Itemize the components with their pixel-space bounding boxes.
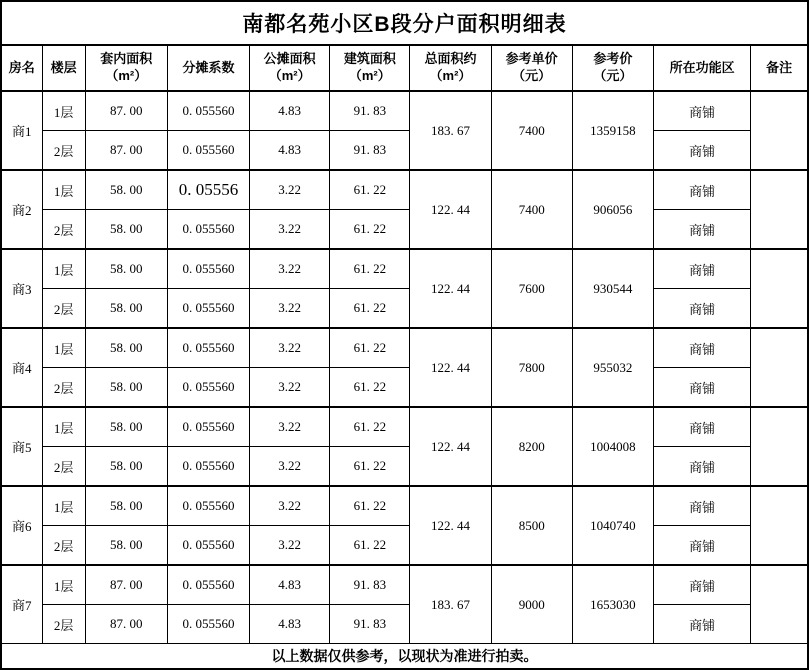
cell-inner-area: 58. 00 (85, 368, 167, 408)
cell-floor: 2层 (42, 210, 85, 250)
cell-inner-area: 87. 00 (85, 605, 167, 644)
cell-unit-price: 9000 (491, 565, 572, 644)
cell-coefficient: 0. 055560 (167, 407, 249, 447)
table-body (1, 91, 808, 644)
col-header-unit: （元） (593, 68, 633, 83)
cell-shared-area: 3.22 (250, 210, 330, 250)
cell-zone: 商铺 (653, 131, 750, 171)
table-row (1, 91, 808, 131)
cell-floor: 1层 (42, 486, 85, 526)
cell-room-name: 商7 (1, 565, 42, 644)
cell-total-area: 122. 44 (410, 249, 491, 328)
col-header-label: 参考单价 (505, 51, 558, 67)
cell-remark (751, 328, 808, 407)
cell-coefficient: 0. 055560 (167, 289, 249, 329)
col-header-label: 公摊面积 (263, 51, 316, 67)
cell-unit-price: 7600 (491, 249, 572, 328)
col-header-inner-area (85, 45, 167, 91)
col-header-coefficient (167, 45, 249, 91)
cell-inner-area: 58. 00 (85, 447, 167, 487)
col-header-zone (653, 45, 750, 91)
cell-ref-price: 906056 (572, 170, 653, 249)
cell-coefficient: 0. 055560 (167, 131, 249, 171)
table-row (1, 249, 808, 289)
cell-inner-area: 87. 00 (85, 91, 167, 131)
cell-zone: 商铺 (653, 91, 750, 131)
header-row (1, 45, 808, 91)
cell-inner-area: 58. 00 (85, 526, 167, 566)
table-row (1, 368, 808, 408)
title-row (1, 1, 808, 45)
col-header-label: 所在功能区 (669, 59, 735, 75)
cell-room-name: 商2 (1, 170, 42, 249)
cell-remark (751, 91, 808, 170)
table-row (1, 170, 808, 210)
cell-ref-price: 1653030 (572, 565, 653, 644)
cell-remark (751, 249, 808, 328)
cell-shared-area: 3.22 (250, 170, 330, 210)
table-row (1, 447, 808, 487)
cell-zone: 商铺 (653, 249, 750, 289)
cell-coefficient: 0. 055560 (167, 526, 249, 566)
cell-zone: 商铺 (653, 447, 750, 487)
cell-floor: 2层 (42, 368, 85, 408)
cell-remark (751, 170, 808, 249)
cell-room-name: 商6 (1, 486, 42, 565)
cell-floor: 1层 (42, 407, 85, 447)
cell-shared-area: 3.22 (250, 249, 330, 289)
col-header-build-area (330, 45, 410, 91)
cell-remark (751, 407, 808, 486)
col-header-label: 分摊系数 (182, 59, 235, 75)
table-row (1, 565, 808, 605)
cell-inner-area: 87. 00 (85, 131, 167, 171)
table-row (1, 526, 808, 566)
table-row (1, 328, 808, 368)
cell-floor: 2层 (42, 447, 85, 487)
cell-total-area: 183. 67 (410, 91, 491, 170)
col-header-unit-price (491, 45, 572, 91)
col-header-remark (751, 45, 808, 91)
cell-unit-price: 8500 (491, 486, 572, 565)
table-row (1, 486, 808, 526)
col-header-room (1, 45, 42, 91)
cell-unit-price: 7800 (491, 328, 572, 407)
cell-ref-price: 1040740 (572, 486, 653, 565)
cell-zone: 商铺 (653, 526, 750, 566)
cell-remark (751, 486, 808, 565)
cell-inner-area: 58. 00 (85, 486, 167, 526)
col-header-label: 房名 (8, 59, 35, 75)
cell-coefficient: 0. 055560 (167, 565, 249, 605)
col-header-shared-area (250, 45, 330, 91)
col-header-ref-price (572, 45, 653, 91)
cell-ref-price: 1359158 (572, 91, 653, 170)
cell-room-name: 商3 (1, 249, 42, 328)
cell-floor: 2层 (42, 289, 85, 329)
cell-build-area: 91. 83 (330, 565, 410, 605)
cell-room-name: 商5 (1, 407, 42, 486)
cell-zone: 商铺 (653, 289, 750, 329)
cell-ref-price: 1004008 (572, 407, 653, 486)
cell-room-name: 商1 (1, 91, 42, 170)
cell-zone: 商铺 (653, 486, 750, 526)
table-row (1, 407, 808, 447)
cell-build-area: 61. 22 (330, 249, 410, 289)
cell-floor: 1层 (42, 91, 85, 131)
cell-coefficient: 0. 055560 (167, 486, 249, 526)
col-header-unit: （m²） (268, 68, 311, 83)
cell-coefficient: 0. 055560 (167, 447, 249, 487)
cell-inner-area: 58. 00 (85, 407, 167, 447)
cell-floor: 1层 (42, 170, 85, 210)
cell-zone: 商铺 (653, 210, 750, 250)
cell-zone: 商铺 (653, 368, 750, 408)
cell-total-area: 122. 44 (410, 328, 491, 407)
cell-inner-area: 87. 00 (85, 565, 167, 605)
cell-total-area: 122. 44 (410, 407, 491, 486)
cell-zone: 商铺 (653, 565, 750, 605)
cell-zone: 商铺 (653, 407, 750, 447)
cell-build-area: 61. 22 (330, 526, 410, 566)
col-header-unit: （m²） (105, 68, 148, 83)
cell-inner-area: 58. 00 (85, 170, 167, 210)
cell-floor: 1层 (42, 249, 85, 289)
cell-shared-area: 4.83 (250, 605, 330, 644)
cell-coefficient: 0. 055560 (167, 91, 249, 131)
col-header-label: 套内面积 (100, 51, 153, 67)
cell-remark (751, 565, 808, 644)
footer-note: 以上数据仅供参考，以现状为准进行拍卖。 (1, 644, 808, 670)
cell-zone: 商铺 (653, 605, 750, 644)
cell-shared-area: 3.22 (250, 486, 330, 526)
cell-shared-area: 4.83 (250, 91, 330, 131)
cell-inner-area: 58. 00 (85, 328, 167, 368)
cell-build-area: 91. 83 (330, 91, 410, 131)
table-row (1, 289, 808, 329)
table-row (1, 210, 808, 250)
cell-build-area: 91. 83 (330, 131, 410, 171)
cell-floor: 2层 (42, 131, 85, 171)
cell-shared-area: 4.83 (250, 565, 330, 605)
cell-floor: 2层 (42, 605, 85, 644)
col-header-unit: （元） (512, 68, 552, 83)
cell-room-name: 商4 (1, 328, 42, 407)
footer-row (1, 644, 808, 670)
table-row (1, 605, 808, 644)
cell-shared-area: 3.22 (250, 289, 330, 329)
cell-ref-price: 955032 (572, 328, 653, 407)
cell-coefficient: 0. 055560 (167, 605, 249, 644)
cell-coefficient: 0. 055560 (167, 328, 249, 368)
col-header-unit: （m²） (429, 68, 472, 83)
col-header-floor (42, 45, 85, 91)
col-header-label: 楼层 (50, 59, 77, 75)
cell-unit-price: 7400 (491, 170, 572, 249)
cell-total-area: 183. 67 (410, 565, 491, 644)
cell-shared-area: 3.22 (250, 407, 330, 447)
cell-zone: 商铺 (653, 328, 750, 368)
cell-floor: 1层 (42, 565, 85, 605)
cell-build-area: 61. 22 (330, 407, 410, 447)
cell-build-area: 61. 22 (330, 289, 410, 329)
col-header-unit: （m²） (348, 68, 391, 83)
cell-inner-area: 58. 00 (85, 249, 167, 289)
cell-total-area: 122. 44 (410, 486, 491, 565)
cell-shared-area: 3.22 (250, 328, 330, 368)
cell-shared-area: 3.22 (250, 368, 330, 408)
col-header-label: 建筑面积 (343, 51, 396, 67)
cell-unit-price: 8200 (491, 407, 572, 486)
cell-floor: 2层 (42, 526, 85, 566)
cell-floor: 1层 (42, 328, 85, 368)
cell-coefficient: 0. 05556 (167, 170, 249, 210)
page-title: 南都名苑小区B段分户面积明细表 (1, 1, 808, 45)
cell-zone: 商铺 (653, 170, 750, 210)
col-header-label: 总面积约 (424, 51, 477, 67)
col-header-label: 参考价 (593, 51, 633, 67)
cell-total-area: 122. 44 (410, 170, 491, 249)
cell-build-area: 61. 22 (330, 447, 410, 487)
cell-build-area: 91. 83 (330, 605, 410, 644)
cell-unit-price: 7400 (491, 91, 572, 170)
cell-shared-area: 3.22 (250, 447, 330, 487)
cell-build-area: 61. 22 (330, 486, 410, 526)
cell-inner-area: 58. 00 (85, 289, 167, 329)
table-row (1, 131, 808, 171)
cell-build-area: 61. 22 (330, 170, 410, 210)
cell-coefficient: 0. 055560 (167, 368, 249, 408)
cell-shared-area: 4.83 (250, 131, 330, 171)
cell-build-area: 61. 22 (330, 368, 410, 408)
cell-build-area: 61. 22 (330, 210, 410, 250)
col-header-total-area (410, 45, 491, 91)
cell-ref-price: 930544 (572, 249, 653, 328)
cell-coefficient: 0. 055560 (167, 249, 249, 289)
cell-coefficient: 0. 055560 (167, 210, 249, 250)
cell-shared-area: 3.22 (250, 526, 330, 566)
cell-build-area: 61. 22 (330, 328, 410, 368)
cell-inner-area: 58. 00 (85, 210, 167, 250)
col-header-label: 备注 (766, 59, 793, 75)
